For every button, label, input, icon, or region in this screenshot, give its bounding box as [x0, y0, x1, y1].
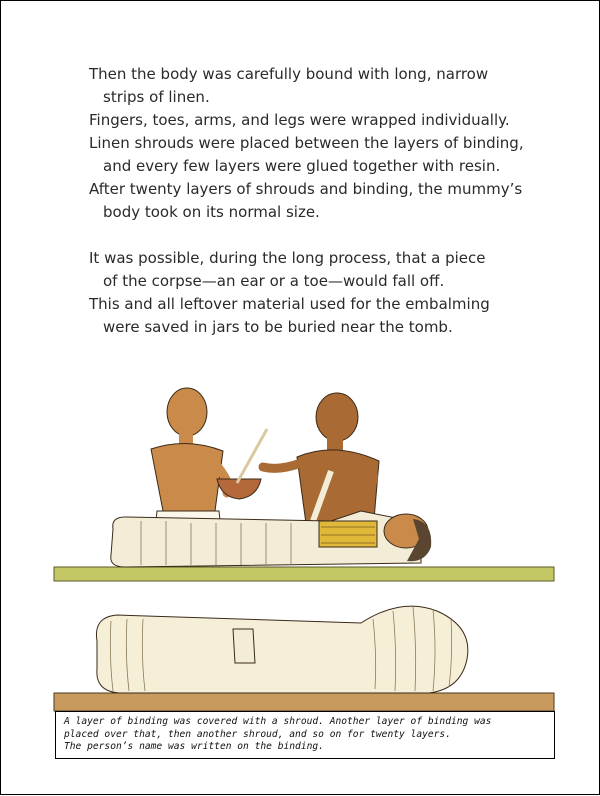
- body-text: [89, 63, 539, 339]
- text-line: Then the body was carefully bound with long, narrow: [89, 65, 489, 83]
- text-line: This and all leftover material used for the embalming: [89, 295, 490, 313]
- caption-line: A layer of binding was covered with a shroud. Another layer of binding was: [64, 716, 492, 727]
- stirring-stick: [237, 429, 267, 483]
- text-line: It was possible, during the long process, that a piece: [89, 249, 486, 267]
- illustration-caption: [55, 711, 555, 759]
- paragraph-2: [89, 247, 539, 339]
- upper-table: [54, 567, 554, 581]
- text-line: were saved in jars to be buried near the tomb.: [103, 318, 453, 336]
- lower-table: [54, 693, 554, 711]
- text-line: of the corpse—an ear or a toe—would fall off.: [103, 272, 445, 290]
- caption-line: The person’s name was written on the binding.: [64, 741, 324, 752]
- text-line: body took on its normal size.: [103, 203, 320, 221]
- paragraph-1: [89, 63, 539, 224]
- caption-line: placed over that, then another shroud, and so on for twenty layers.: [64, 728, 451, 740]
- text-line: After twenty layers of shrouds and binding, the mummy’s: [89, 180, 523, 198]
- wrapped-mummy: [96, 606, 467, 693]
- text-line: strips of linen.: [103, 88, 210, 106]
- text-line: Fingers, toes, arms, and legs were wrapped individually.: [89, 111, 510, 129]
- text-line: and every few layers were glued together with resin.: [103, 157, 501, 175]
- mummy-being-wrapped: [111, 511, 431, 567]
- right-embalmer-figure: [263, 393, 379, 531]
- text-line: Linen shrouds were placed between the layers of binding,: [89, 134, 524, 152]
